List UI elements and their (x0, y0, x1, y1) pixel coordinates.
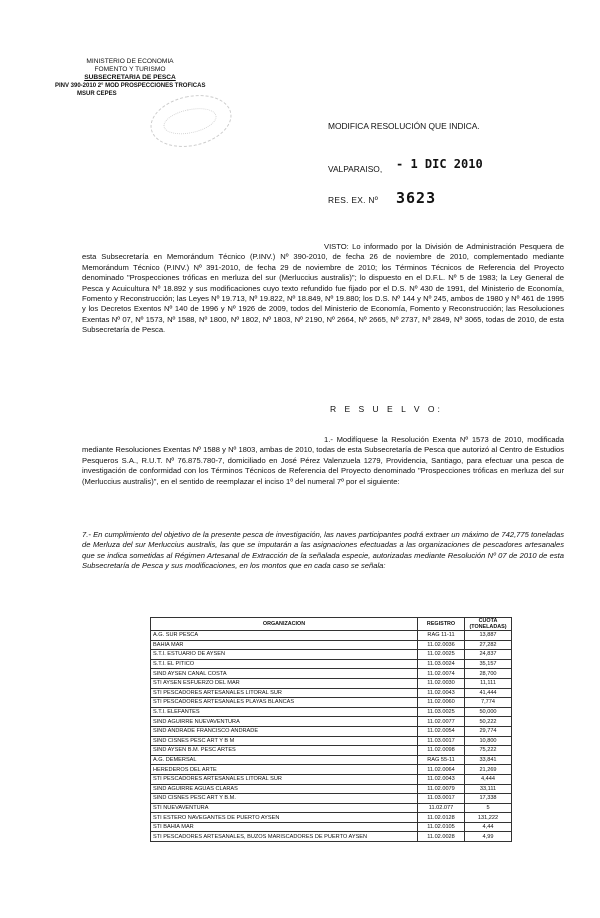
table-row (151, 755, 512, 765)
cell-cuota: 10,800 (465, 736, 512, 746)
cell-cuota: 33,111 (465, 784, 512, 794)
cell-cuota: 41,444 (465, 688, 512, 698)
cell-organizacion: STI PESCADORES ARTESANALES LITORAL SUR (151, 774, 418, 784)
cell-registro: 11.02.0028 (418, 832, 465, 842)
file-reference-sub: MSUR CEPES (77, 91, 117, 97)
cell-cuota: 29,774 (465, 726, 512, 736)
cell-organizacion: SIND ANDRADE FRANCISCO ANDRADE (151, 726, 418, 736)
cell-cuota: 11,111 (465, 678, 512, 688)
cell-organizacion: S.T.I. ESTUARIO DE AYSEN (151, 650, 418, 660)
cell-registro: 11.02.077 (418, 803, 465, 813)
cell-cuota: 27,282 (465, 640, 512, 650)
cell-registro: 11.02.0054 (418, 726, 465, 736)
cell-organizacion: SIND AGUIRRE NUEVAVENTURA (151, 717, 418, 727)
table-row (151, 640, 512, 650)
cell-registro: 11.02.0043 (418, 774, 465, 784)
cell-registro: 11.02.0105 (418, 822, 465, 832)
cell-cuota: 35,157 (465, 659, 512, 669)
cell-cuota: 50,222 (465, 717, 512, 727)
cell-cuota: 33,841 (465, 755, 512, 765)
cell-registro: 11.02.0074 (418, 669, 465, 679)
cell-organizacion: STI ESTERO NAVEGANTES DE PUERTO AYSEN (151, 813, 418, 823)
cell-organizacion: STI AYSEN ESFUERZO DEL MAR (151, 678, 418, 688)
cell-cuota: 4,444 (465, 774, 512, 784)
cell-registro: 11.02.0036 (418, 640, 465, 650)
cell-registro: 11.03.0025 (418, 707, 465, 717)
table-row (151, 717, 512, 727)
cell-cuota: 28,700 (465, 669, 512, 679)
cell-cuota: 5 (465, 803, 512, 813)
quota-table (150, 617, 512, 842)
quota-table-wrapper (150, 617, 512, 842)
cell-organizacion: HEREDEROS DEL ARTE (151, 765, 418, 775)
col-cuota: CUOTA (TONELADAS) (465, 618, 512, 631)
table-row (151, 698, 512, 708)
table-body (151, 631, 512, 842)
cell-registro: 11.02.0064 (418, 765, 465, 775)
cell-cuota: 21,269 (465, 765, 512, 775)
cell-cuota: 7,774 (465, 698, 512, 708)
cell-registro: 11.02.0077 (418, 717, 465, 727)
table-row (151, 822, 512, 832)
table-row (151, 736, 512, 746)
table-row (151, 765, 512, 775)
table-header-row (151, 618, 512, 631)
cell-cuota: 17,338 (465, 794, 512, 804)
table-row (151, 650, 512, 660)
cell-organizacion: STI NUEVAVENTURA (151, 803, 418, 813)
table-row (151, 688, 512, 698)
ministry-name: MINISTERIO DE ECONOMIA (86, 58, 174, 65)
cell-cuota: 50,000 (465, 707, 512, 717)
cell-registro: 11.02.0025 (418, 650, 465, 660)
table-row (151, 707, 512, 717)
cell-registro: 11.02.0128 (418, 813, 465, 823)
table-row (151, 794, 512, 804)
table-row (151, 813, 512, 823)
cell-organizacion: STI PESCADORES ARTESANALES PLAYAS BLANCAS (151, 698, 418, 708)
place-label: VALPARAISO, (328, 164, 383, 174)
table-row (151, 659, 512, 669)
cell-cuota: 4,99 (465, 832, 512, 842)
visto-paragraph: VISTO: Lo informado por la División de Administración Pesquera de esta Subsecretaría en Memorándum Técnico (P.INV.) Nº 390-2010, de fecha 26 de noviembre de 2010, complementado mediante Memorándum Técnico (P.INV.) Nº 391-2010, de fecha 29 de noviembre de 2010; los Términos Técnicos de Referencia del Proyecto denominado "Prospecciones tróficas en merluza del sur (Merluccius australis)"; lo dispuesto en el D.F.L. Nº 5 de 1983; la Ley General de Pesca y Acuicultura Nº 18.892 y sus modificaciones cuyo texto refundido fue fijado por el D.S. Nº 430 de 1991, del Ministerio de Economía, Fomento y Reconstrucción; las Leyes Nº 19.713, Nº 19.822, Nº 18.849, Nº 19.880; los D.S. Nº 144 y Nº 245, ambos de 1980 y Nº 461 de 1995 y los Decretos Exentos Nº 140 de 1996 y Nº 1926 de 2009, todos del Ministerio de Economía, Fomento y Reconstrucción; las Resoluciones Exentas Nº 07, Nº 1573, Nº 1588, Nº 1800, Nº 1802, Nº 1803, Nº 2190, Nº 2664, Nº 2665, Nº 2737, Nº 2849, Nº 3065, todas de 2010, de esta Subsecretaría de Pesca. (82, 242, 564, 335)
file-reference: PINV 390-2010 2° MOD PROSPECCIONES TROFICAS (55, 83, 206, 89)
handwritten-date: - 1 DIC 2010 (396, 157, 483, 171)
table-row (151, 784, 512, 794)
subsecretaria-name: SUBSECRETARIA DE PESCA (84, 74, 176, 81)
cell-organizacion: SIND CISNES PESC ART Y B M (151, 736, 418, 746)
cell-registro: 11.02.0043 (418, 688, 465, 698)
cell-registro: RAG 11-11 (418, 631, 465, 641)
cell-cuota: 24,837 (465, 650, 512, 660)
cell-organizacion: BAHIA MAR (151, 640, 418, 650)
cell-organizacion: SIND CISNES PESC ART Y B.M. (151, 794, 418, 804)
table-row (151, 774, 512, 784)
cell-registro: 11.03.0017 (418, 736, 465, 746)
cell-organizacion: SIND AYSEN B.M. PESC ARTES (151, 746, 418, 756)
cell-cuota: 131,222 (465, 813, 512, 823)
resuelvo-heading: R E S U E L V O: (330, 404, 443, 414)
cell-registro: 11.02.0098 (418, 746, 465, 756)
table-row (151, 746, 512, 756)
resolution-point-1: 1.- Modifíquese la Resolución Exenta Nº 1573 de 2010, modificada mediante Resoluciones Exentas Nº 1588 y Nº 1803, ambas de 2010, todas de esta Subsecretaría de Pesca que autorizó al Centro de Estudios Pesqueros S.A., R.U.T. Nº 76.875.780-7, domiciliado en José Pérez Valenzuela 1279, Providencia, Santiago, para efectuar una pesca de investigación de conformidad con los Términos Técnicos de Referencia del Proyecto denominado "Prospecciones tróficas en merluza del sur (Merluccius australis)", en el sentido de reemplazar el inciso 1º del numeral 7º por el siguiente: (82, 435, 564, 486)
cell-organizacion: S.T.I. EL PITICO (151, 659, 418, 669)
table-row (151, 726, 512, 736)
cell-registro: 11.02.0060 (418, 698, 465, 708)
table-row (151, 631, 512, 641)
col-registro: REGISTRO (418, 618, 465, 631)
table-row (151, 803, 512, 813)
table-row (151, 669, 512, 679)
cell-registro: 11.02.0079 (418, 784, 465, 794)
col-organizacion: ORGANIZACION (151, 618, 418, 631)
cell-organizacion: STI PESCADORES ARTESANALES, BUZOS MARISCADORES DE PUERTO AYSEN (151, 832, 418, 842)
resolution-number: 3623 (396, 189, 437, 207)
cell-organizacion: STI BAHIA MAR (151, 822, 418, 832)
cell-organizacion: STI PESCADORES ARTESANALES LITORAL SUR (151, 688, 418, 698)
letterhead (55, 58, 205, 98)
cell-organizacion: A.G. DEMERSAL (151, 755, 418, 765)
cell-organizacion: SIND AGUIRRE AGUAS CLARAS (151, 784, 418, 794)
table-row (151, 678, 512, 688)
cell-organizacion: SIND AYSEN CANAL COSTA (151, 669, 418, 679)
resolution-point-7: 7.- En cumplimiento del objetivo de la presente pesca de investigación, las naves participantes podrá extraer un máximo de 742,775 toneladas de Merluza del sur Merluccius australis, las que se imputarán a las asignaciones efectuadas a las organizaciones de pescadores artesanales que se indica sometidas al Régimen Artesanal de Extracción de la señalada especie, autorizadas mediante Resolución Nº 07 de 2010 de esta Subsecretaría de Pesca y sus modificaciones, en los montos que en cada caso se señala: (82, 530, 564, 571)
cell-organizacion: A.G. SUR PESCA (151, 631, 418, 641)
cell-cuota: 75,222 (465, 746, 512, 756)
cell-registro: 11.02.0030 (418, 678, 465, 688)
subject-line: MODIFICA RESOLUCIÓN QUE INDICA. (328, 121, 480, 131)
ministry-subname: FOMENTO Y TURISMO (94, 66, 166, 73)
cell-registro: 11.03.0017 (418, 794, 465, 804)
cell-registro: RAG 55-11 (418, 755, 465, 765)
cell-cuota: 4,44 (465, 822, 512, 832)
resolution-label: RES. EX. Nº (328, 195, 379, 205)
cell-registro: 11.03.0024 (418, 659, 465, 669)
cell-cuota: 13,887 (465, 631, 512, 641)
cell-organizacion: S.T.I. ELEFANTES (151, 707, 418, 717)
table-row (151, 832, 512, 842)
